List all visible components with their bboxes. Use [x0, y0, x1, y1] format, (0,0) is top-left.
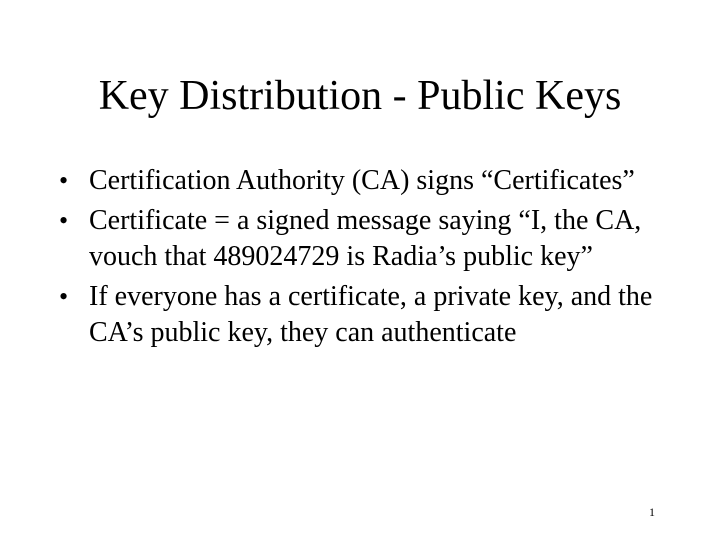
bullet-marker: •: [59, 282, 69, 311]
bullet-text: If everyone has a certificate, a private key, and the CA’s public key, they can authenticate: [89, 281, 653, 348]
bullet-item: [55, 163, 695, 199]
bullet-item: [55, 203, 695, 275]
bullet-marker: •: [59, 206, 69, 235]
bullet-text: Certificate = a signed message saying “I, the CA, vouch that 489024729 is Radia’s public key”: [89, 205, 642, 272]
bullet-item: [55, 279, 695, 351]
slide-title: Key Distribution - Public Keys: [98, 73, 622, 119]
page-number: 1: [649, 505, 655, 519]
bullet-text: Certification Authority (CA) signs “Certificates”: [89, 165, 635, 196]
bullet-list: [55, 163, 695, 355]
bullet-marker: •: [59, 166, 69, 195]
